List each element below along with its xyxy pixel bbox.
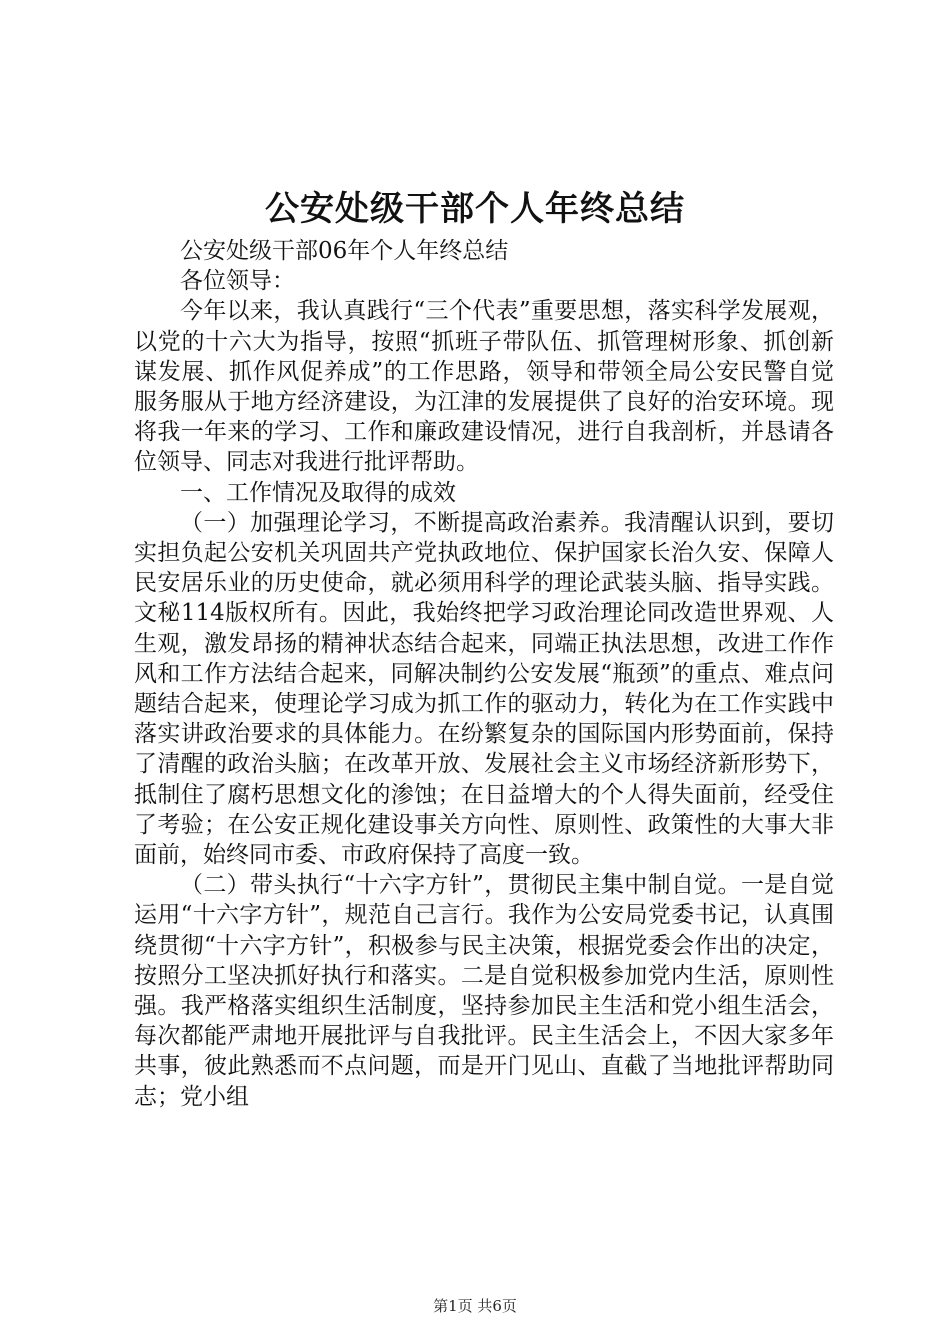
salutation-paragraph: 各位领导： <box>180 268 295 295</box>
body-paragraph: （二）带头执行“十六字方针”，贯彻民主集中制自觉。一是自觉运用“十六字方针”，规范自己言行。我作为公安局党委书记，认真围绕贯彻“十六字方针”，积极参与民主决策，根据党委会作出的决定，按照分工坚决抓好执行和落实。二是自觉积极参加党内生活，原则性强。我严格落实组织生活制度，坚持参加民主生活和党小组生活会，每次都能严肃地开展批评与自我批评。民主生活会上，不因大家多年共事，彼此熟悉而不点问题，而是开门见山、直截了当地批评帮助同志；党小组 <box>134 872 834 1110</box>
section-heading: 一、工作情况及取得的成效 <box>180 479 456 506</box>
body-paragraph: （一）加强理论学习，不断提高政治素养。我清醒认识到，要切实担负起公安机关巩固共产党执政地位、保护国家长治久安、保障人民安居乐业的历史使命，就必须用科学的理论武装头脑、指导实践。文秘114版权所有。因此，我始终把学习政治理论同改造世界观、人生观，激发昂扬的精神状态结合起来，同端正执法思想，改进工作作风和工作方法结合起来，同解决制约公安发展“瓶颈”的重点、难点问题结合起来，使理论学习成为抓工作的驱动力，转化为在工作实践中落实讲政治要求的具体能力。在纷繁复杂的国际国内形势面前，保持了清醒的政治头脑；在改革开放、发展社会主义市场经济新形势下，抵制住了腐朽思想文化的渗蚀；在日益增大的个人得失面前，经受住了考验；在公安正规化建设事关方向性、原则性、政策性的大事大非面前，始终同市委、市政府保持了高度一致。 <box>134 509 834 869</box>
page-number-footer: 第1页 共6页 <box>433 1297 517 1315</box>
document-body <box>134 236 834 1112</box>
subtitle-paragraph: 公安处级干部06年个人年终总结 <box>180 238 509 264</box>
intro-paragraph: 今年以来，我认真践行“三个代表”重要思想，落实科学发展观，以党的十六大为指导，按照“抓班子带队伍、抓管理树形象、抓创新谋发展、抓作风促养成”的工作思路，领导和带领全局公安民警自觉服务服从于地方经济建设，为江津的发展提供了良好的治安环境。现将我一年来的学习、工作和廉政建设情况，进行自我剖析，并恳请各位领导、同志对我进行批评帮助。 <box>134 298 834 476</box>
document-title: 公安处级干部个人年终总结 <box>265 189 685 229</box>
